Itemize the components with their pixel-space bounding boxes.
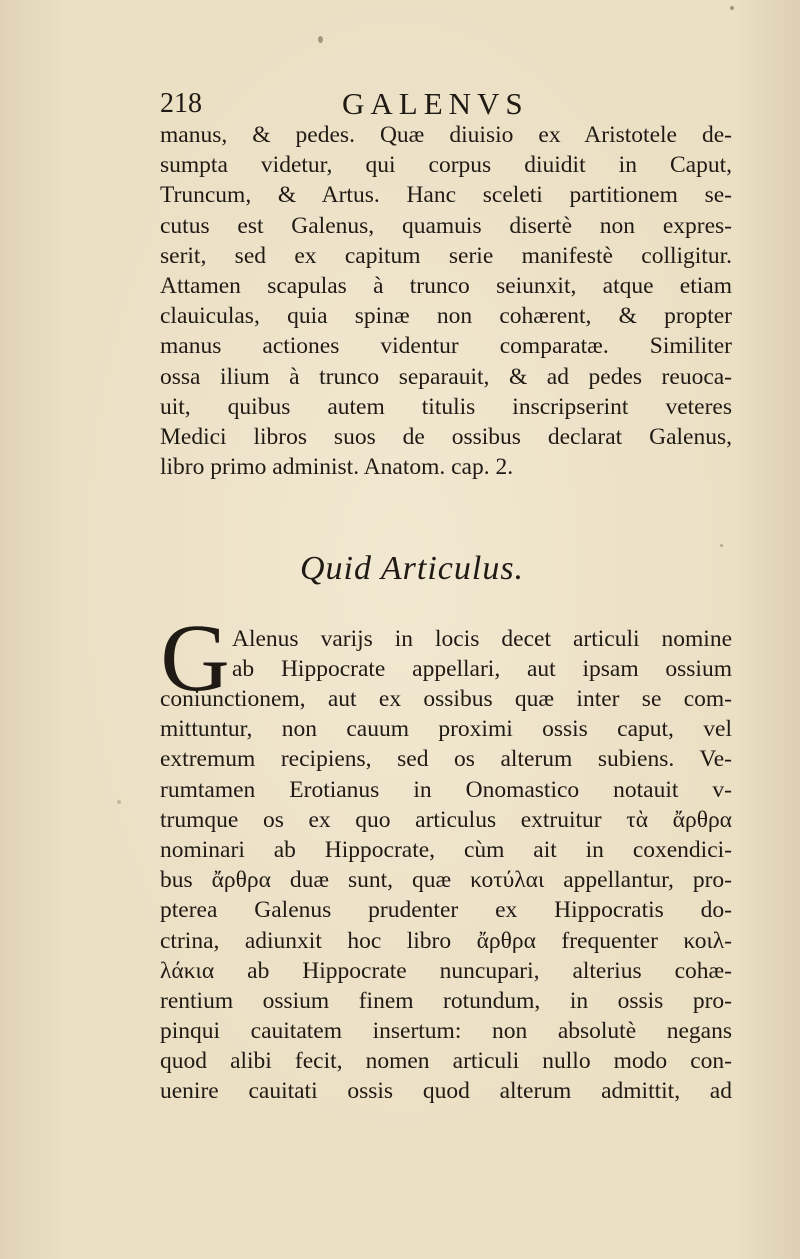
text-line: bus ἄρθρα duæ sunt, quæ κοτύλαι appellantur, pro- xyxy=(160,867,732,894)
running-title: GALENVS xyxy=(342,86,529,121)
text-line: clauiculas, quia spinæ non cohærent, & propter xyxy=(160,303,732,330)
paragraph-1 xyxy=(160,120,732,482)
text-line: libro primo administ. Anatom. cap. 2. xyxy=(160,454,514,481)
drop-cap-lines xyxy=(232,624,732,684)
text-line: nominari ab Hippocrate, cùm ait in coxendici- xyxy=(160,836,732,863)
text-line: λάκια ab Hippocrate nuncupari, alterius cohæ- xyxy=(160,957,732,984)
paper-speck xyxy=(720,544,723,547)
text-line: uenire cauitati ossis quod alterum admittit, ad xyxy=(160,1078,732,1105)
text-line: extremum recipiens, sed os alterum subiens. Ve- xyxy=(160,746,732,773)
text-line: quod alibi fecit, nomen articuli nullo modo con- xyxy=(160,1048,732,1075)
text-line: uit, quibus autem titulis inscripserint veteres xyxy=(160,393,732,420)
text-line: ossa ilium à trunco separauit, & ad pedes reuoca- xyxy=(160,363,732,390)
text-line: Medici libros suos de ossibus declarat Galenus, xyxy=(160,423,732,450)
text-line: Attamen scapulas à trunco seiunxit, atque etiam xyxy=(160,272,732,299)
text-line: manus actiones videntur comparatæ. Similiter xyxy=(160,333,732,360)
text-line: Truncum, & Artus. Hanc sceleti partitionem se- xyxy=(160,182,732,209)
paragraph-2 xyxy=(160,684,732,1107)
drop-cap: G xyxy=(160,604,230,711)
text-line: trumque os ex quo articulus extruitur τὰ ἄρθρα xyxy=(160,806,732,833)
text-line: Alenus varijs in locis decet articuli nomine xyxy=(232,626,732,652)
text-line: pterea Galenus prudenter ex Hippocratis do- xyxy=(160,897,732,924)
text-line: coniunctionem, aut ex ossibus quæ inter se com- xyxy=(160,686,732,712)
section-heading: Quid Articulus. xyxy=(300,550,525,587)
paper-speck xyxy=(318,36,323,43)
paper-speck xyxy=(117,800,121,804)
text-line: pinqui cauitatem insertum: non absolutè negans xyxy=(160,1018,732,1045)
page-number: 218 xyxy=(160,88,202,119)
text-line: rumtamen Erotianus in Onomasticο notauit v- xyxy=(160,776,732,803)
text-line: mittuntur, non cauum proximi ossis caput, vel xyxy=(160,716,732,743)
text-line: sumpta videtur, qui corpus diuidit in Caput, xyxy=(160,152,732,179)
paper-speck xyxy=(730,6,734,10)
text-line: manus, & pedes. Quæ diuisio ex Aristotele de- xyxy=(160,122,732,148)
text-line: ctrina, adiunxit hoc libro ἄρθρα frequenter κοιλ- xyxy=(160,927,732,954)
text-line: ab Hippocrate appellari, aut ipsam ossium xyxy=(232,656,732,683)
text-line: serit, sed ex capitum serie manifestè colligitur. xyxy=(160,242,732,269)
text-line: rentium ossium finem rotundum, in ossis pro- xyxy=(160,987,732,1014)
text-line: cutus est Galenus, quamuis disertè non expres- xyxy=(160,212,732,239)
